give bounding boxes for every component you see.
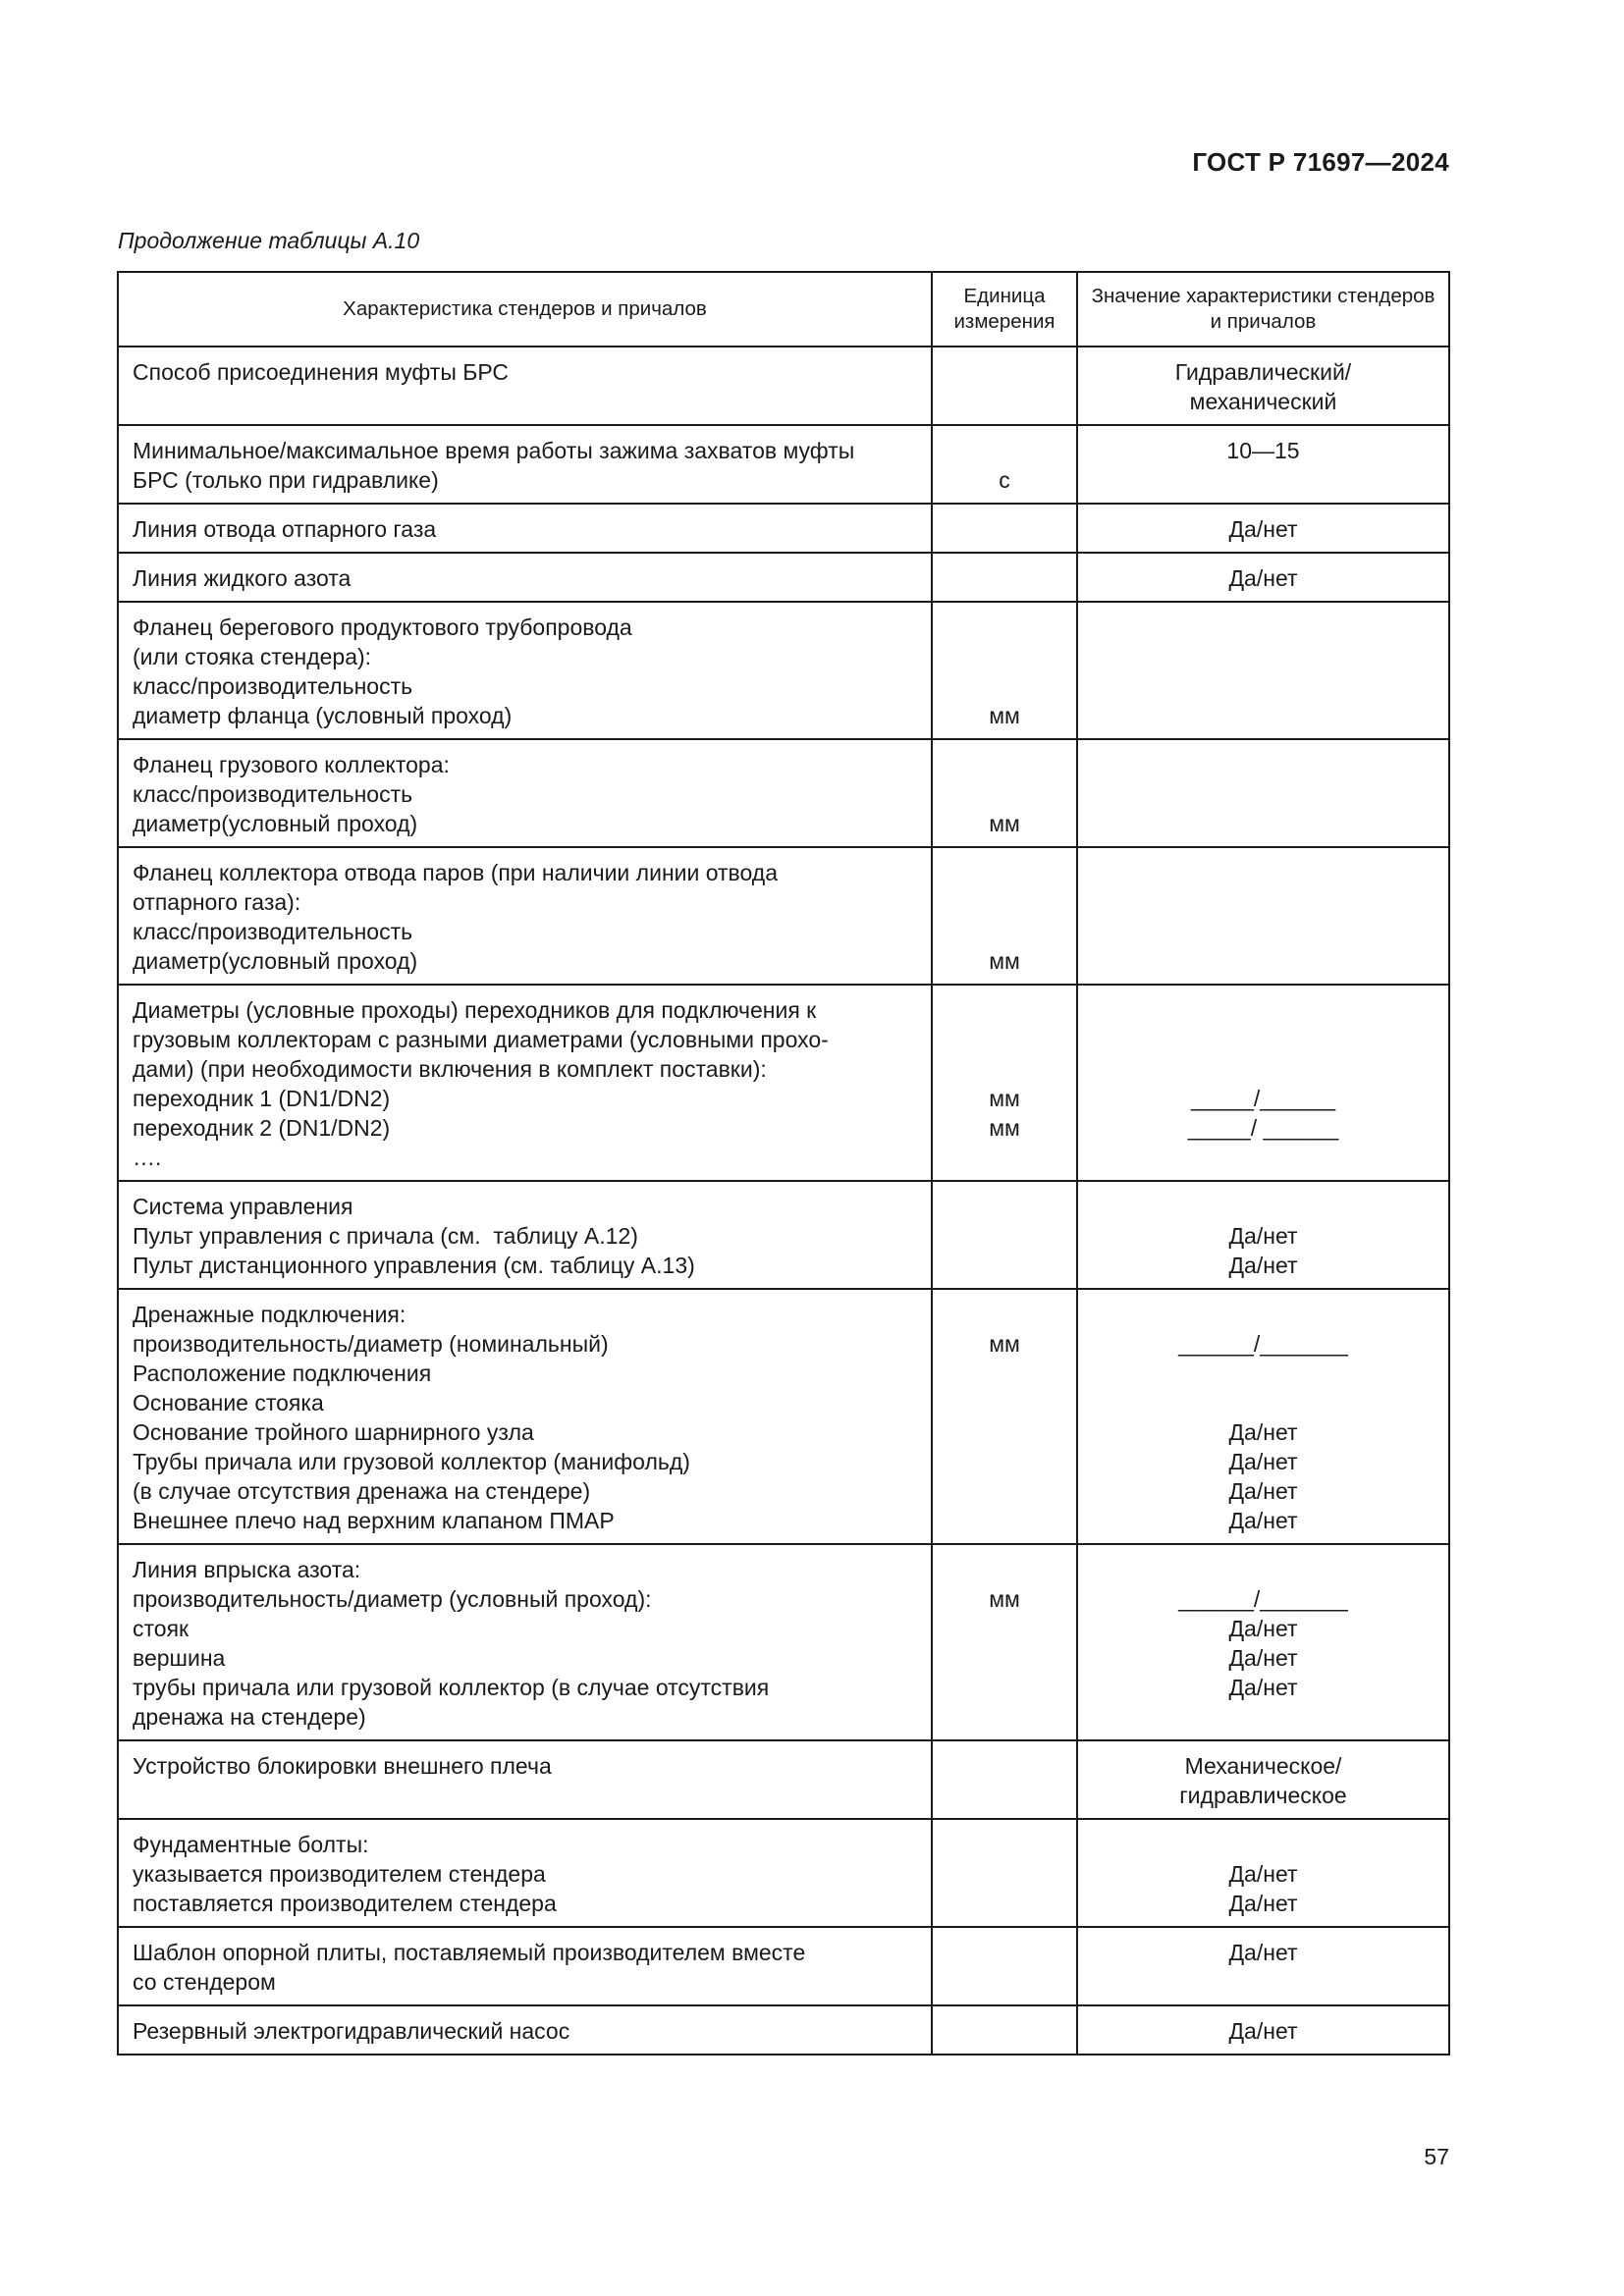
value-cell — [1077, 1819, 1449, 1927]
characteristic-line: Фланец коллектора отвода паров (при наличии линии отвода — [133, 860, 779, 885]
table-row — [118, 504, 1449, 553]
characteristic-line: …. — [133, 1145, 162, 1170]
characteristic-cell — [118, 2005, 932, 2055]
characteristic-line: Фланец грузового коллектора: — [133, 752, 450, 777]
unit-line — [947, 671, 1062, 701]
characteristic-line: переходник 1 (DN1/DN2) — [133, 1086, 391, 1111]
unit-line — [947, 779, 1062, 809]
unit-cell — [932, 2005, 1077, 2055]
spec-table — [117, 271, 1450, 2056]
unit-line — [947, 436, 1062, 465]
characteristic-line: со стендером — [133, 1969, 276, 1995]
table-row — [118, 1181, 1449, 1289]
header-unit: Единица измерения — [932, 272, 1077, 347]
unit-cell — [932, 553, 1077, 602]
value-line: гидравлическое — [1179, 1783, 1347, 1808]
unit-line — [947, 917, 1062, 946]
value-line: Гидравлический/ — [1174, 359, 1352, 385]
unit-line — [947, 1300, 1062, 1329]
unit-line: мм — [989, 703, 1020, 728]
value-cell — [1077, 985, 1449, 1181]
table-row — [118, 985, 1449, 1181]
table-row — [118, 1544, 1449, 1740]
value-cell — [1077, 1181, 1449, 1289]
characteristic-line: дренажа на стендере) — [133, 1704, 366, 1730]
characteristic-line: Внешнее плечо над верхним клапаном ПМАР — [133, 1508, 615, 1533]
value-line: Да/нет — [1228, 1675, 1298, 1700]
table-row — [118, 1819, 1449, 1927]
value-line: ______/_______ — [1178, 1586, 1348, 1612]
value-cell — [1077, 1289, 1449, 1544]
unit-line: с — [999, 467, 1010, 493]
characteristic-line: Линия впрыска азота: — [133, 1557, 361, 1582]
value-line: Да/нет — [1228, 1478, 1298, 1504]
value-line — [1092, 1054, 1435, 1084]
value-line: Да/нет — [1228, 1891, 1298, 1916]
unit-cell — [932, 1544, 1077, 1740]
unit-cell — [932, 739, 1077, 847]
characteristic-line: Фланец берегового продуктового трубопровода — [133, 614, 632, 640]
value-line — [1092, 1359, 1435, 1388]
characteristic-line: дами) (при необходимости включения в комплект поставки): — [133, 1056, 767, 1082]
characteristic-line: БРС (только при гидравлике) — [133, 467, 439, 493]
characteristic-line: Расположение подключения — [133, 1361, 432, 1386]
characteristic-cell — [118, 1927, 932, 2005]
value-line: Да/нет — [1228, 1449, 1298, 1474]
standard-designation: ГОСТ Р 71697—2024 — [1192, 147, 1449, 177]
value-cell — [1077, 1740, 1449, 1819]
table-row — [118, 1927, 1449, 2005]
characteristic-cell — [118, 1544, 932, 1740]
characteristic-line: Основание тройного шарнирного узла — [133, 1419, 534, 1445]
characteristic-line: Дренажные подключения: — [133, 1302, 406, 1327]
value-cell — [1077, 602, 1449, 739]
value-line: Да/нет — [1228, 1419, 1298, 1445]
characteristic-cell — [118, 553, 932, 602]
value-line: Да/нет — [1228, 1940, 1298, 1965]
unit-line: мм — [989, 1586, 1020, 1612]
characteristic-line: (или стояка стендера): — [133, 644, 372, 669]
value-line: Да/нет — [1228, 1508, 1298, 1533]
characteristic-line: Резервный электрогидравлический насос — [133, 2018, 570, 2044]
unit-line — [947, 1025, 1062, 1054]
characteristic-line: Линия жидкого азота — [133, 565, 352, 591]
unit-line: мм — [989, 1086, 1020, 1111]
page-number: 57 — [1424, 2144, 1449, 2169]
unit-line — [947, 887, 1062, 917]
unit-line — [947, 642, 1062, 671]
characteristic-cell — [118, 347, 932, 425]
characteristic-line: Фундаментные болты: — [133, 1832, 369, 1857]
unit-cell — [932, 347, 1077, 425]
characteristic-line: Пульт управления с причала (см. таблицу А.12) — [133, 1223, 638, 1249]
characteristic-line: Диаметры (условные проходы) переходников для подключения к — [133, 997, 817, 1023]
unit-line — [947, 613, 1062, 642]
unit-line: мм — [989, 811, 1020, 836]
table-caption: Продолжение таблицы А.10 — [118, 228, 420, 253]
characteristic-cell — [118, 504, 932, 553]
table-row — [118, 1289, 1449, 1544]
table-row — [118, 739, 1449, 847]
unit-line: мм — [989, 1331, 1020, 1357]
value-cell — [1077, 847, 1449, 985]
table-row — [118, 2005, 1449, 2055]
characteristic-line: поставляется производителем стендера — [133, 1891, 557, 1916]
value-line: _____/______ — [1190, 1086, 1336, 1111]
table-row — [118, 1740, 1449, 1819]
value-line — [1092, 995, 1435, 1025]
value-cell — [1077, 347, 1449, 425]
unit-cell — [932, 1181, 1077, 1289]
characteristic-line: Система управления — [133, 1194, 353, 1219]
characteristic-line: стояк — [133, 1616, 189, 1641]
characteristic-line: (в случае отсутствия дренажа на стендере) — [133, 1478, 591, 1504]
value-line — [1092, 1300, 1435, 1329]
characteristic-line: класс/производительность — [133, 781, 413, 807]
value-line: Да/нет — [1228, 1253, 1298, 1278]
table-body — [118, 347, 1449, 2055]
value-line — [1092, 1192, 1435, 1221]
characteristic-line: диаметр(условный проход) — [133, 811, 418, 836]
unit-line: мм — [989, 1115, 1020, 1141]
value-line — [1092, 1555, 1435, 1584]
value-line: механический — [1189, 389, 1337, 414]
value-line: Да/нет — [1228, 2018, 1298, 2044]
characteristic-cell — [118, 425, 932, 504]
unit-cell — [932, 985, 1077, 1181]
unit-line — [947, 995, 1062, 1025]
value-line: _____/ ______ — [1187, 1115, 1339, 1141]
unit-line — [947, 1555, 1062, 1584]
characteristic-line: Шаблон опорной плиты, поставляемый производителем вместе — [133, 1940, 806, 1965]
characteristic-line: отпарного газа): — [133, 889, 301, 915]
characteristic-line: класс/производительность — [133, 919, 413, 944]
characteristic-cell — [118, 847, 932, 985]
characteristic-cell — [118, 1289, 932, 1544]
table-row — [118, 847, 1449, 985]
value-cell — [1077, 1544, 1449, 1740]
characteristic-line: Основание стояка — [133, 1390, 324, 1415]
characteristic-line: Минимальное/максимальное время работы зажима захватов муфты — [133, 438, 855, 463]
characteristic-line: Пульт дистанционного управления (см. таблицу А.13) — [133, 1253, 695, 1278]
unit-cell — [932, 504, 1077, 553]
header-value: Значение характеристики стендеров и причалов — [1077, 272, 1449, 347]
characteristic-cell — [118, 602, 932, 739]
value-line: Да/нет — [1228, 1616, 1298, 1641]
unit-line: мм — [989, 948, 1020, 974]
value-line — [1092, 1830, 1435, 1859]
characteristic-line: Линия отвода отпарного газа — [133, 516, 437, 542]
value-cell — [1077, 2005, 1449, 2055]
characteristic-cell — [118, 985, 932, 1181]
value-line: Механическое/ — [1184, 1753, 1342, 1779]
characteristic-line: Трубы причала или грузовой коллектор (манифольд) — [133, 1449, 690, 1474]
characteristic-line: Устройство блокировки внешнего плеча — [133, 1753, 552, 1779]
value-line: Да/нет — [1228, 1223, 1298, 1249]
unit-line — [947, 750, 1062, 779]
unit-line — [947, 858, 1062, 887]
unit-cell — [932, 425, 1077, 504]
value-cell — [1077, 739, 1449, 847]
characteristic-cell — [118, 1819, 932, 1927]
value-line — [1092, 1388, 1435, 1417]
value-cell — [1077, 504, 1449, 553]
characteristic-line: производительность/диаметр (номинальный) — [133, 1331, 609, 1357]
characteristic-cell — [118, 739, 932, 847]
unit-cell — [932, 1927, 1077, 2005]
table-header-row — [118, 272, 1449, 347]
value-line — [1092, 1025, 1435, 1054]
characteristic-line: вершина — [133, 1645, 226, 1671]
header-characteristic: Характеристика стендеров и причалов — [118, 272, 932, 347]
characteristic-line: диаметр фланца (условный проход) — [133, 703, 513, 728]
unit-cell — [932, 1289, 1077, 1544]
table-row — [118, 347, 1449, 425]
value-cell — [1077, 425, 1449, 504]
characteristic-line: диаметр(условный проход) — [133, 948, 418, 974]
unit-cell — [932, 1819, 1077, 1927]
unit-cell — [932, 602, 1077, 739]
value-line: Да/нет — [1228, 1645, 1298, 1671]
characteristic-line: переходник 2 (DN1/DN2) — [133, 1115, 391, 1141]
characteristic-line: трубы причала или грузовой коллектор (в случае отсутствия — [133, 1675, 770, 1700]
value-line: Да/нет — [1228, 1861, 1298, 1887]
unit-line — [947, 1054, 1062, 1084]
table-row — [118, 425, 1449, 504]
value-line: Да/нет — [1228, 565, 1298, 591]
characteristic-cell — [118, 1181, 932, 1289]
characteristic-line: класс/производительность — [133, 673, 413, 699]
characteristic-line: производительность/диаметр (условный проход): — [133, 1586, 652, 1612]
value-cell — [1077, 553, 1449, 602]
characteristic-line: грузовым коллекторам с разными диаметрами (условными прохо- — [133, 1027, 829, 1052]
table-row — [118, 602, 1449, 739]
value-cell — [1077, 1927, 1449, 2005]
characteristic-line: указывается производителем стендера — [133, 1861, 546, 1887]
value-line: 10—15 — [1226, 438, 1300, 463]
value-line: Да/нет — [1228, 516, 1298, 542]
value-line: ______/_______ — [1178, 1331, 1348, 1357]
unit-cell — [932, 847, 1077, 985]
characteristic-line: Способ присоединения муфты БРС — [133, 359, 510, 385]
unit-cell — [932, 1740, 1077, 1819]
table-row — [118, 553, 1449, 602]
characteristic-cell — [118, 1740, 932, 1819]
